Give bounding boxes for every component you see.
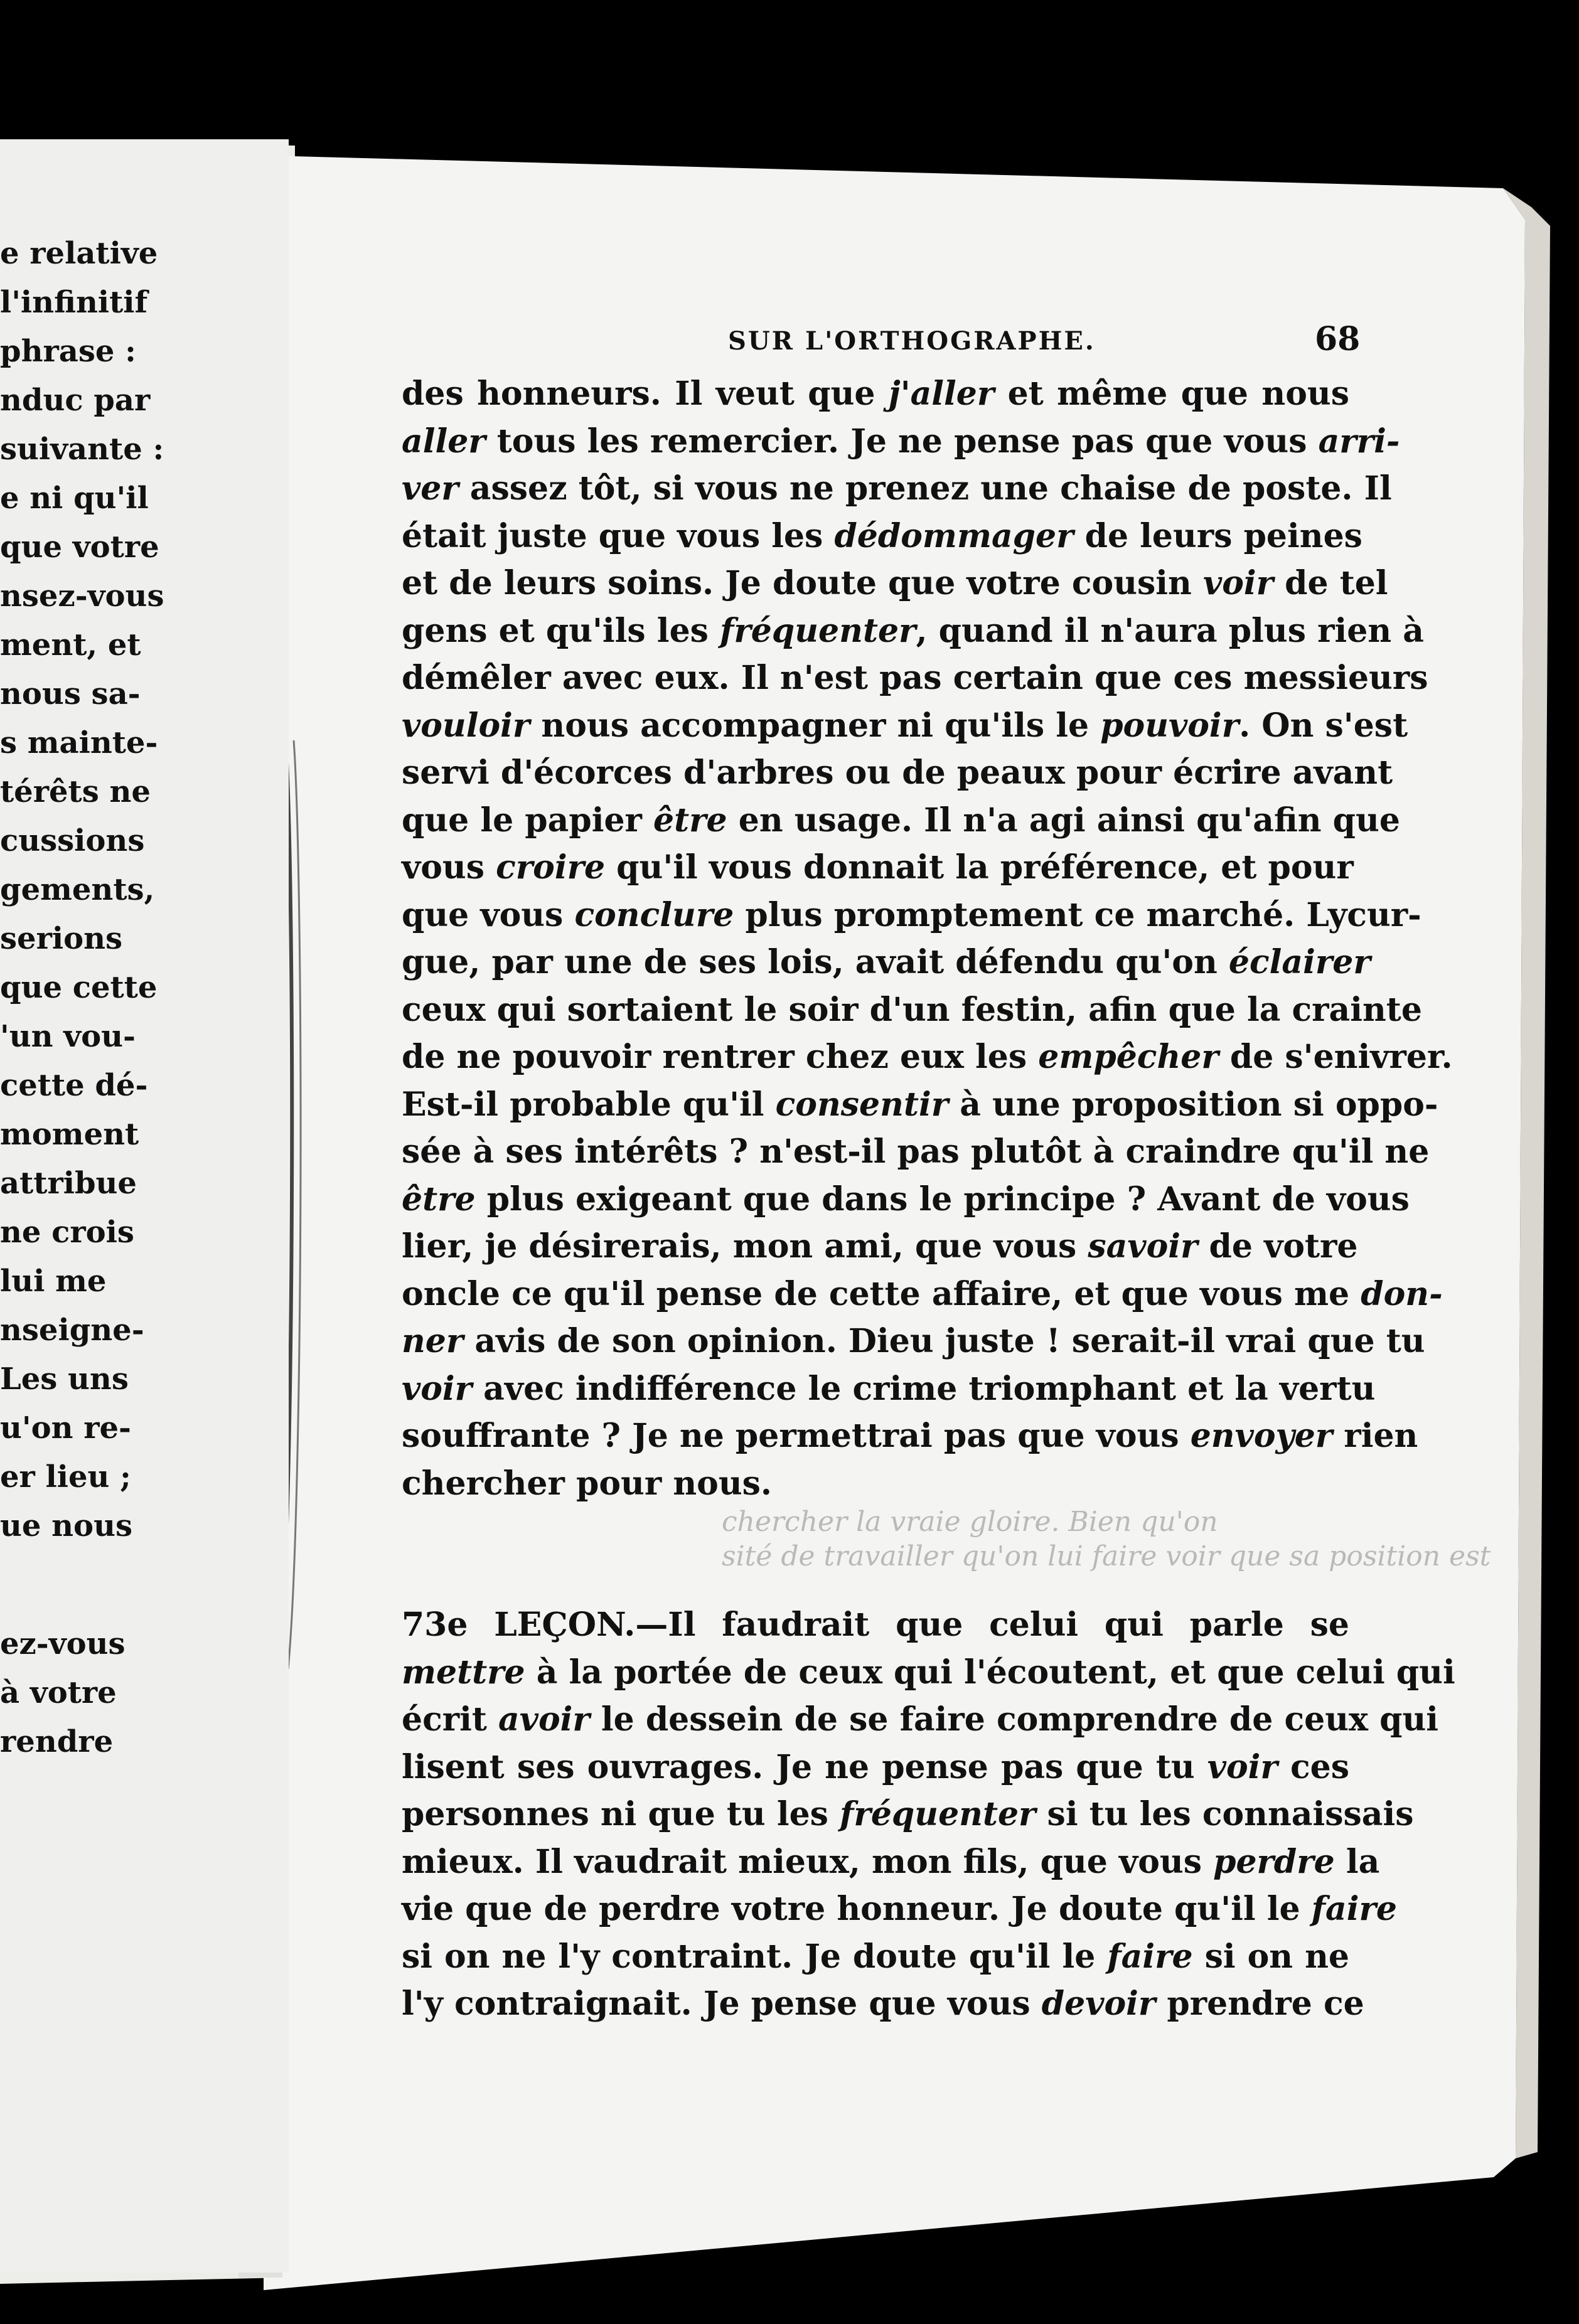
text-line [402, 1933, 1349, 1981]
text-run: avec indifférence le crime triomphant et la vertu [472, 1369, 1376, 1408]
text-line [402, 1365, 1376, 1413]
bleed-through-line: sité de travailler qu'on lui faire voir que sa position est [722, 1540, 1491, 1572]
text-run: assez tôt, si vous ne prenez une chaise de poste. Il [458, 469, 1392, 508]
text-run: 73e LEÇON.—Il faudrait que celui qui parle se [402, 1606, 1349, 1644]
text-run: si on ne l'y contraint. Je doute qu'il le [402, 1937, 1108, 1976]
left-page-fragment-line: à votre [0, 1675, 117, 1710]
text-line [402, 1271, 1443, 1318]
paragraph-gap [402, 1507, 1491, 1601]
text-run: servi d'écorces d'arbres ou de peaux pour écrire avant [402, 754, 1393, 792]
left-page-fragment-line: nsez-vous [0, 578, 164, 614]
text-line [402, 1460, 1349, 1508]
text-run: la [1334, 1842, 1380, 1881]
text-line [402, 1696, 1439, 1744]
text-run: nous accompagner ni qu'ils le [530, 706, 1101, 745]
left-page-fragment-line: gements, [0, 872, 155, 907]
text-run: lier, je désirerais, mon ami, que vous [402, 1227, 1088, 1266]
text-run: ces [1277, 1747, 1350, 1786]
text-run: lisent ses ouvrages. Je ne pense pas que tu [402, 1747, 1207, 1786]
left-page-fragment [0, 139, 289, 2273]
text-line [402, 1412, 1418, 1460]
italic-verb: devoir [1041, 1985, 1156, 2023]
left-page-fragment-line: l'infinitif [0, 285, 148, 320]
italic-verb: pouvoir [1100, 706, 1239, 745]
italic-verb: mettre [402, 1653, 525, 1692]
text-run: était juste que vous les [402, 516, 835, 555]
text-run: chercher pour nous. [402, 1464, 773, 1503]
text-run: gens et qu'ils les [402, 611, 720, 650]
text-run: prendre ce [1155, 1985, 1364, 2023]
text-run: et de leurs soins. Je doute que votre cousin [402, 564, 1203, 602]
italic-verb: voir [1207, 1747, 1278, 1786]
italic-verb: arri- [1318, 422, 1400, 461]
italic-verb: perdre [1213, 1842, 1335, 1881]
text-line [402, 1033, 1453, 1081]
text-run: mieux. Il vaudrait mieux, mon fils, que vous [402, 1842, 1214, 1881]
text-run: personnes ni que tu les [402, 1795, 840, 1833]
text-line [402, 1081, 1438, 1129]
italic-verb: consentir [775, 1085, 949, 1124]
left-page-fragment-line: phrase : [0, 334, 136, 369]
italic-verb: voir [1202, 564, 1274, 602]
text-run: Est-il probable qu'il [402, 1085, 776, 1124]
text-run: qu'il vous donnait la préférence, et pour [605, 848, 1354, 887]
text-run: écrit [402, 1700, 499, 1739]
text-run: de s'enivrer. [1218, 1038, 1453, 1076]
italic-verb: aller [402, 422, 486, 461]
left-page-fragment-line: lui me [0, 1264, 107, 1299]
paragraph-exercise-72 [402, 370, 1453, 1507]
text-run: avis de son opinion. Dieu juste ! serait-il vrai que tu [463, 1322, 1425, 1360]
text-line [402, 1649, 1455, 1697]
text-run: de ne pouvoir rentrer chez eux les [402, 1038, 1039, 1076]
left-page-fragment-line: ment, et [0, 627, 141, 663]
text-line [402, 465, 1392, 513]
text-line [402, 607, 1424, 655]
text-run: et même que nous [994, 375, 1349, 413]
text-line [402, 1791, 1414, 1838]
text-run: si tu les connaissais [1036, 1795, 1414, 1833]
left-page-fragment-line: nduc par [0, 383, 151, 418]
text-line [402, 513, 1362, 560]
italic-verb: être [653, 801, 727, 840]
text-line [402, 844, 1354, 892]
left-page-fragment-line: cussions [0, 823, 145, 858]
left-page-fragment-line: ez-vous [0, 1626, 126, 1661]
left-page-fragment-line: Les uns [0, 1362, 129, 1397]
text-run: sée à ses intérêts ? n'est-il pas plutôt à craindre qu'il ne [402, 1133, 1430, 1171]
text-line [402, 418, 1400, 466]
text-run: à la portée de ceux qui l'écoutent, et que celui qui [525, 1653, 1455, 1692]
italic-verb: être [402, 1180, 476, 1218]
left-page-fragment-line: moment [0, 1117, 139, 1152]
text-run: de leurs peines [1073, 516, 1362, 555]
left-page-fragment-line: e relative [0, 236, 158, 271]
text-line [402, 892, 1421, 939]
text-run: souffrante ? Je ne permettrai pas que vous [402, 1417, 1191, 1455]
text-run: , quand il n'aura plus rien à [916, 611, 1424, 650]
left-page-fragment-line: 'un vou- [0, 1019, 136, 1054]
text-line [402, 1885, 1397, 1933]
text-line [402, 370, 1349, 418]
text-run: de tel [1273, 564, 1388, 602]
left-page-fragment-line: er lieu ; [0, 1459, 131, 1495]
text-run: oncle ce qu'il pense de cette affaire, et que vous me [402, 1274, 1361, 1313]
italic-verb: éclairer [1228, 943, 1371, 981]
text-run: à une proposition si oppo- [948, 1085, 1438, 1124]
text-run: plus exigeant que dans le principe ? Avant de vous [475, 1180, 1410, 1218]
text-line [402, 1601, 1349, 1649]
text-run: vous [402, 848, 496, 887]
text-run: que le papier [402, 801, 654, 840]
italic-verb: empêcher [1038, 1038, 1219, 1076]
paragraph-lesson-73 [402, 1601, 1455, 2028]
bleed-through-line: chercher la vraie gloire. Bien qu'on [722, 1506, 1218, 1538]
italic-verb: voir [402, 1369, 473, 1408]
text-run: . On s'est [1239, 706, 1408, 745]
left-page-fragment-line: serions [0, 921, 123, 956]
left-page-fragment-line: e ni qu'il [0, 481, 149, 516]
left-page-fragment-line: suivante : [0, 432, 164, 467]
italic-verb: faire [1107, 1937, 1193, 1976]
italic-verb: ver [402, 469, 459, 508]
text-line [402, 749, 1393, 797]
italic-verb: savoir [1088, 1227, 1198, 1266]
left-page-fragment-line: s mainte- [0, 725, 158, 760]
left-page-fragment-line: rendre [0, 1724, 114, 1759]
text-run: si on ne [1192, 1937, 1349, 1976]
italic-verb: don- [1361, 1274, 1443, 1313]
italic-verb: dédommager [834, 516, 1074, 555]
text-run: l'y contraignait. Je pense que vous [402, 1985, 1042, 2023]
italic-verb: fréquenter [840, 1795, 1036, 1833]
text-run: des honneurs. Il veut que [402, 375, 889, 413]
left-page-fragment-line: cette dé- [0, 1068, 148, 1103]
text-line [402, 797, 1400, 845]
text-line [402, 939, 1371, 986]
text-line [402, 1176, 1410, 1223]
left-page-fragment-line: attribue [0, 1166, 137, 1201]
left-page-fragment-line: que votre [0, 530, 159, 565]
left-page-fragment-line: térêts ne [0, 774, 151, 809]
main-text [402, 370, 1491, 2028]
text-line [402, 1980, 1364, 2028]
italic-verb: croire [496, 848, 606, 887]
left-page-fragment-line: nous sa- [0, 676, 141, 712]
italic-verb: vouloir [402, 706, 530, 745]
text-run: vie que de perdre votre honneur. Je doute qu'il le [402, 1890, 1312, 1928]
text-run: rien [1332, 1417, 1418, 1455]
text-run: démêler avec eux. Il n'est pas certain que ces messieurs [402, 659, 1428, 697]
text-line [402, 560, 1388, 607]
italic-verb: faire [1311, 1890, 1397, 1928]
text-line [402, 1223, 1358, 1271]
text-line [402, 1128, 1430, 1176]
text-line [402, 1318, 1425, 1365]
text-run: gue, par une de ses lois, avait défendu qu'on [402, 943, 1229, 981]
italic-verb: fréquenter [720, 611, 916, 650]
text-line [402, 1744, 1349, 1791]
italic-verb: ner [402, 1322, 464, 1360]
italic-verb: avoir [498, 1700, 590, 1739]
text-run: tous les remercier. Je ne pense pas que vous [485, 422, 1319, 461]
left-page-fragment-line: nseigne- [0, 1313, 144, 1348]
text-line [402, 986, 1422, 1034]
text-run: ceux qui sortaient le soir d'un festin, afin que la crainte [402, 990, 1422, 1029]
left-page-fragment-line: u'on re- [0, 1410, 131, 1446]
left-page-fragment-line: que cette [0, 970, 158, 1005]
page-number: 68 [1315, 320, 1361, 358]
text-line [402, 654, 1428, 702]
italic-verb: envoyer [1190, 1417, 1333, 1455]
text-run: que vous [402, 895, 575, 934]
text-line [402, 702, 1408, 750]
text-run: de votre [1197, 1227, 1358, 1266]
left-page-fragment-line: ue nous [0, 1508, 132, 1543]
running-head: SUR L'ORTHOGRAPHE. [728, 326, 1096, 356]
text-run: en usage. Il n'a agi ainsi qu'afin que [727, 801, 1400, 840]
italic-verb: conclure [574, 895, 734, 934]
text-run: le dessein de se faire comprendre de ceux qui [589, 1700, 1439, 1739]
italic-verb: j'aller [888, 375, 995, 413]
text-run: plus promptement ce marché. Lycur- [734, 895, 1421, 934]
left-page-fragment-line: ne crois [0, 1215, 134, 1250]
text-line [402, 1838, 1380, 1886]
